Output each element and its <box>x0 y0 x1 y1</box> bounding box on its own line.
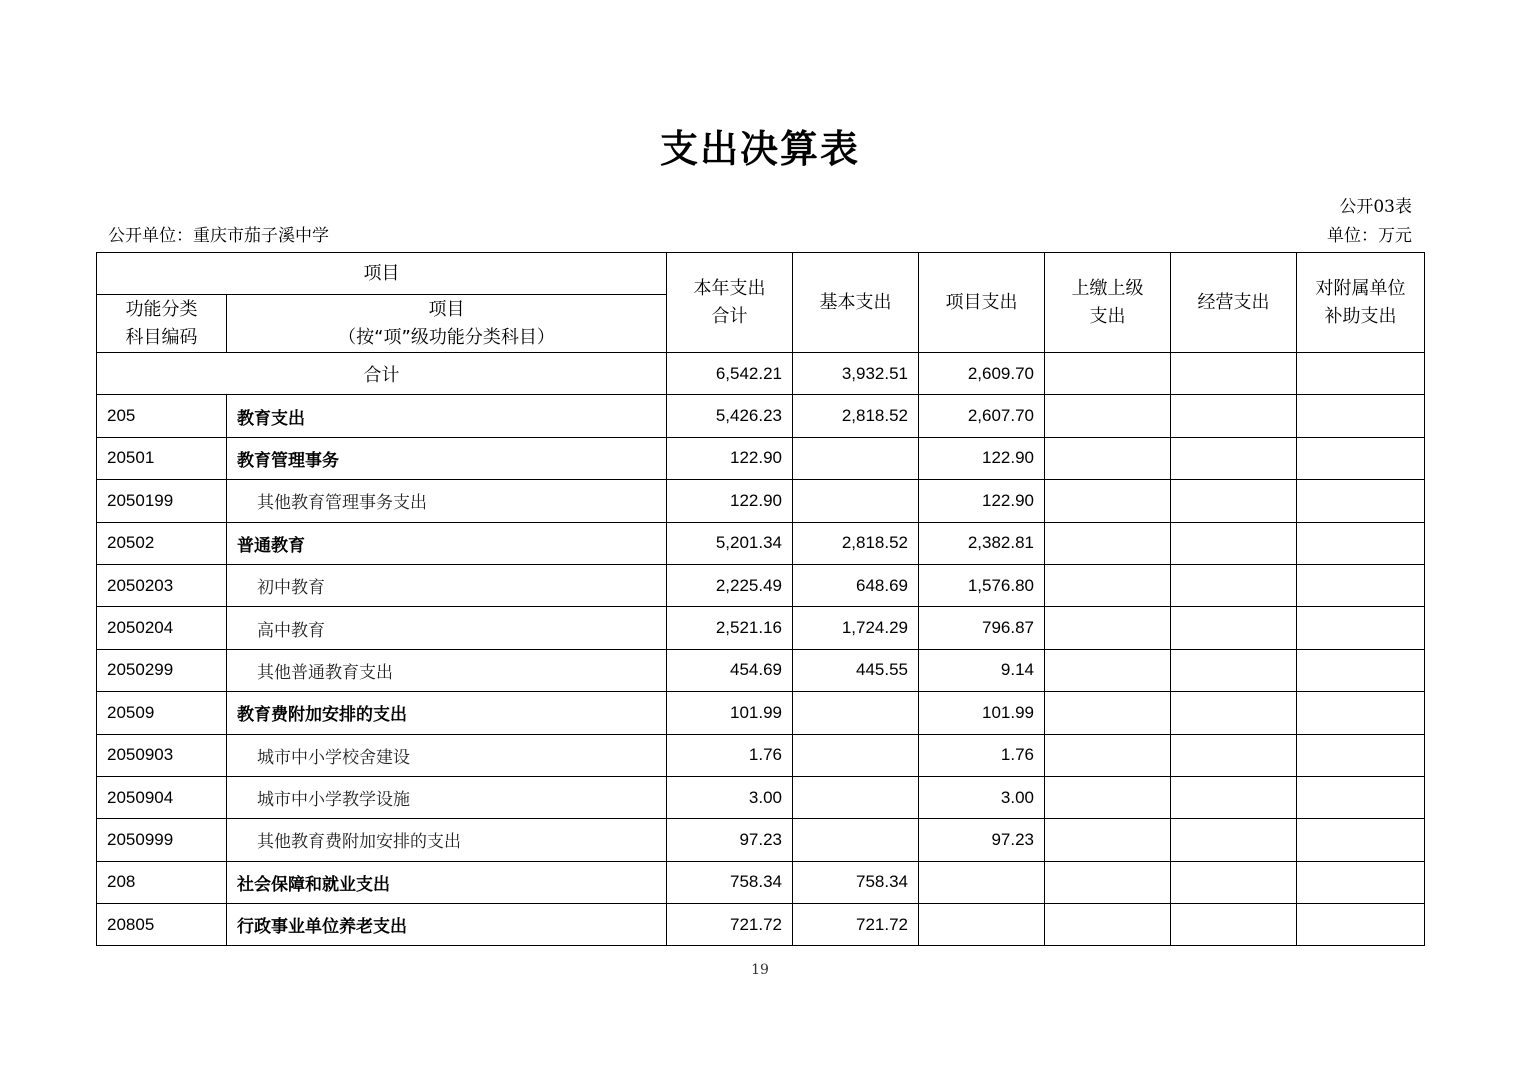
row-project <box>919 861 1045 903</box>
row-code: 20509 <box>97 692 227 734</box>
row-basic: 721.72 <box>793 904 919 946</box>
page-number: 19 <box>751 962 769 978</box>
row-basic <box>793 776 919 818</box>
row-name: 其他教育费附加安排的支出 <box>227 819 667 861</box>
row-operating <box>1171 437 1297 479</box>
row-operating <box>1171 649 1297 691</box>
table-row <box>97 904 1425 946</box>
row-operating <box>1171 734 1297 776</box>
table-row <box>97 861 1425 903</box>
row-subsidy <box>1297 607 1425 649</box>
row-upper <box>1045 904 1171 946</box>
table-row <box>97 607 1425 649</box>
row-total: 5,201.34 <box>667 522 793 564</box>
row-upper <box>1045 395 1171 437</box>
table-row <box>97 437 1425 479</box>
row-code: 2050904 <box>97 776 227 818</box>
row-code: 2050203 <box>97 564 227 606</box>
row-upper <box>1045 692 1171 734</box>
header-upper <box>1045 253 1171 353</box>
form-number: 公开03表 <box>1339 197 1412 217</box>
header-operating: 经营支出 <box>1171 253 1297 353</box>
row-basic <box>793 819 919 861</box>
row-operating <box>1171 692 1297 734</box>
row-subsidy <box>1297 564 1425 606</box>
total-operating <box>1171 353 1297 395</box>
row-subsidy <box>1297 649 1425 691</box>
header-code <box>97 295 227 353</box>
row-operating <box>1171 776 1297 818</box>
row-operating <box>1171 904 1297 946</box>
total-sum: 6,542.21 <box>667 353 793 395</box>
row-basic: 758.34 <box>793 861 919 903</box>
table-row <box>97 395 1425 437</box>
row-subsidy <box>1297 861 1425 903</box>
row-subsidy <box>1297 480 1425 522</box>
row-project: 2,382.81 <box>919 522 1045 564</box>
row-project: 122.90 <box>919 480 1045 522</box>
row-subsidy <box>1297 692 1425 734</box>
row-upper <box>1045 861 1171 903</box>
row-basic: 2,818.52 <box>793 395 919 437</box>
total-basic: 3,932.51 <box>793 353 919 395</box>
row-code: 208 <box>97 861 227 903</box>
row-upper <box>1045 776 1171 818</box>
row-upper <box>1045 607 1171 649</box>
row-total: 1.76 <box>667 734 793 776</box>
currency-unit: 单位：万元 <box>1327 226 1412 246</box>
row-total: 5,426.23 <box>667 395 793 437</box>
row-project: 1.76 <box>919 734 1045 776</box>
header-upper-line2: 支出 <box>1089 305 1126 327</box>
row-project: 122.90 <box>919 437 1045 479</box>
reporting-unit: 公开单位：重庆市茄子溪中学 <box>108 226 329 246</box>
header-name-line1: 项目 <box>428 298 465 320</box>
header-code-line2: 科目编码 <box>125 326 198 348</box>
header-project: 项目支出 <box>919 253 1045 353</box>
row-code: 2050199 <box>97 480 227 522</box>
row-total: 758.34 <box>667 861 793 903</box>
header-subsidy-line1: 对附属单位 <box>1315 277 1406 299</box>
row-operating <box>1171 522 1297 564</box>
row-upper <box>1045 522 1171 564</box>
row-project: 3.00 <box>919 776 1045 818</box>
row-project: 796.87 <box>919 607 1045 649</box>
row-total: 122.90 <box>667 437 793 479</box>
header-upper-line1: 上缴上级 <box>1071 277 1144 299</box>
row-name: 社会保障和就业支出 <box>227 861 667 903</box>
row-operating <box>1171 395 1297 437</box>
row-code: 2050903 <box>97 734 227 776</box>
row-operating <box>1171 564 1297 606</box>
table-row <box>97 776 1425 818</box>
row-upper <box>1045 437 1171 479</box>
row-total: 454.69 <box>667 649 793 691</box>
row-project: 101.99 <box>919 692 1045 734</box>
row-project: 2,607.70 <box>919 395 1045 437</box>
table-row <box>97 522 1425 564</box>
row-total: 2,225.49 <box>667 564 793 606</box>
total-label: 合计 <box>97 353 667 395</box>
header-subsidy-line2: 补助支出 <box>1324 305 1397 327</box>
row-code: 20805 <box>97 904 227 946</box>
table-row <box>97 564 1425 606</box>
header-name-line2: （按“项”级功能分类科目） <box>338 326 555 348</box>
row-upper <box>1045 819 1171 861</box>
total-project: 2,609.70 <box>919 353 1045 395</box>
row-name: 行政事业单位养老支出 <box>227 904 667 946</box>
row-total: 122.90 <box>667 480 793 522</box>
row-project <box>919 904 1045 946</box>
row-subsidy <box>1297 734 1425 776</box>
row-subsidy <box>1297 395 1425 437</box>
row-project: 9.14 <box>919 649 1045 691</box>
row-basic: 1,724.29 <box>793 607 919 649</box>
expenditure-table <box>96 252 1425 946</box>
row-total: 721.72 <box>667 904 793 946</box>
row-code: 20501 <box>97 437 227 479</box>
header-basic: 基本支出 <box>793 253 919 353</box>
row-name: 普通教育 <box>227 522 667 564</box>
row-basic: 445.55 <box>793 649 919 691</box>
row-total: 97.23 <box>667 819 793 861</box>
table-row <box>97 480 1425 522</box>
row-upper <box>1045 564 1171 606</box>
row-total: 3.00 <box>667 776 793 818</box>
row-total: 101.99 <box>667 692 793 734</box>
row-basic <box>793 437 919 479</box>
row-subsidy <box>1297 522 1425 564</box>
row-name: 教育费附加安排的支出 <box>227 692 667 734</box>
row-subsidy <box>1297 437 1425 479</box>
row-upper <box>1045 480 1171 522</box>
header-code-line1: 功能分类 <box>125 298 198 320</box>
header-name <box>227 295 667 353</box>
header-total-line1: 本年支出 <box>693 277 766 299</box>
table-row <box>97 734 1425 776</box>
row-name: 教育支出 <box>227 395 667 437</box>
row-name: 高中教育 <box>227 607 667 649</box>
row-project: 97.23 <box>919 819 1045 861</box>
row-code: 2050204 <box>97 607 227 649</box>
row-upper <box>1045 734 1171 776</box>
row-subsidy <box>1297 819 1425 861</box>
row-operating <box>1171 480 1297 522</box>
header-total <box>667 253 793 353</box>
row-name: 教育管理事务 <box>227 437 667 479</box>
row-name: 初中教育 <box>227 564 667 606</box>
table-row <box>97 649 1425 691</box>
row-basic <box>793 480 919 522</box>
row-basic: 2,818.52 <box>793 522 919 564</box>
row-name: 其他教育管理事务支出 <box>227 480 667 522</box>
row-basic <box>793 734 919 776</box>
row-code: 2050299 <box>97 649 227 691</box>
row-project: 1,576.80 <box>919 564 1045 606</box>
row-name: 城市中小学教学设施 <box>227 776 667 818</box>
row-subsidy <box>1297 904 1425 946</box>
row-code: 2050999 <box>97 819 227 861</box>
total-subsidy <box>1297 353 1425 395</box>
row-subsidy <box>1297 776 1425 818</box>
header-item-group: 项目 <box>97 253 667 295</box>
row-basic: 648.69 <box>793 564 919 606</box>
table-row <box>97 692 1425 734</box>
table-row <box>97 819 1425 861</box>
total-upper <box>1045 353 1171 395</box>
row-name: 其他普通教育支出 <box>227 649 667 691</box>
header-total-line2: 合计 <box>711 305 748 327</box>
row-operating <box>1171 819 1297 861</box>
row-code: 205 <box>97 395 227 437</box>
row-upper <box>1045 649 1171 691</box>
row-operating <box>1171 861 1297 903</box>
row-total: 2,521.16 <box>667 607 793 649</box>
row-code: 20502 <box>97 522 227 564</box>
page-title: 支出决算表 <box>659 127 860 171</box>
row-name: 城市中小学校舍建设 <box>227 734 667 776</box>
row-basic <box>793 692 919 734</box>
row-operating <box>1171 607 1297 649</box>
header-subsidy <box>1297 253 1425 353</box>
total-row <box>97 353 1425 395</box>
